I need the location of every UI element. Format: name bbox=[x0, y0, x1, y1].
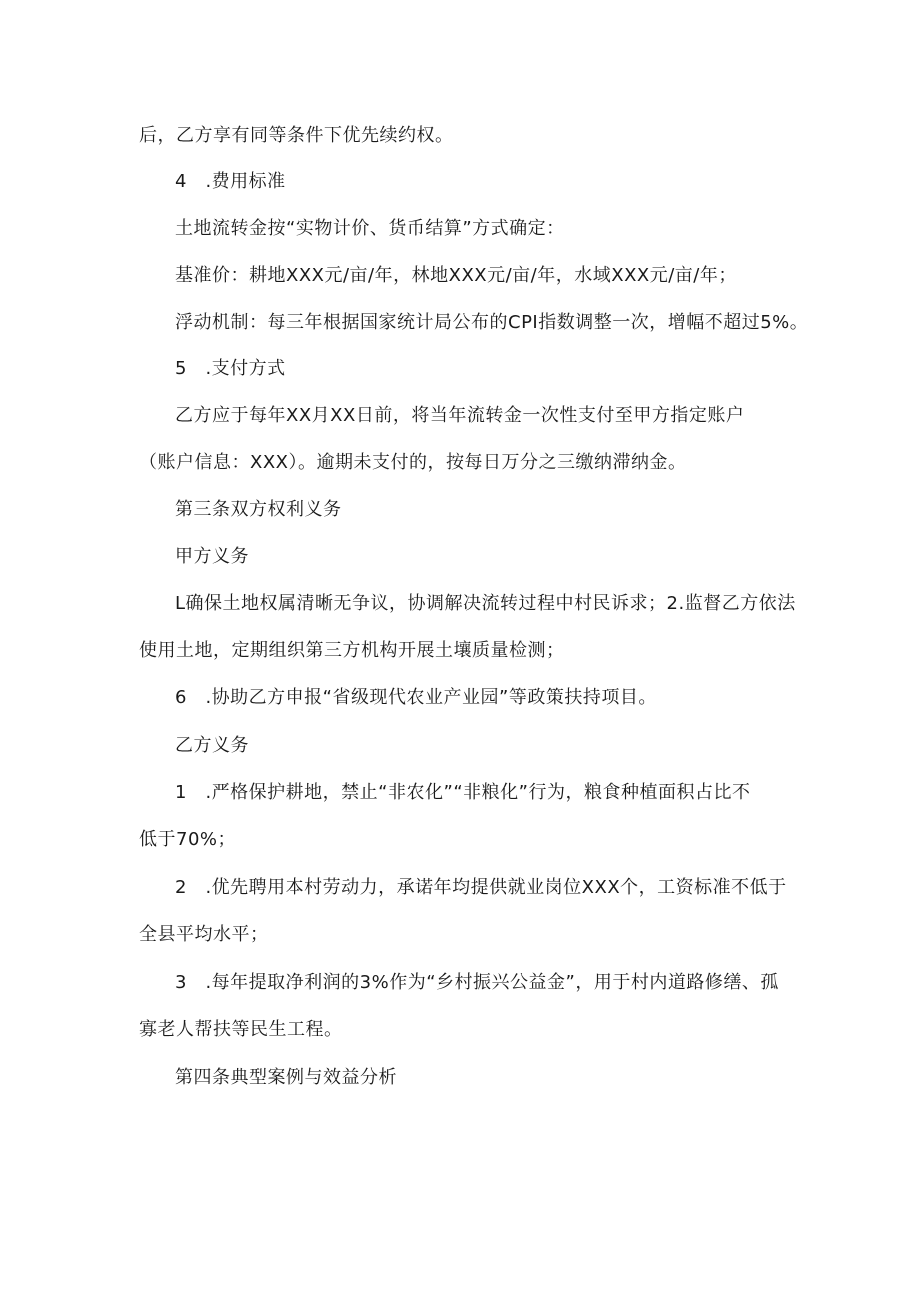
section-heading-fee-standard: 4 .费用标准 bbox=[175, 171, 286, 192]
paragraph-line-payment-deadline: 乙方应于每年XX月XX日前，将当年流转金一次性支付至甲方指定账户 bbox=[175, 405, 745, 426]
paragraph-line-account-info: （账户信息：XXX）。逾期未支付的，按每日万分之三缴纳滞纳金。 bbox=[139, 452, 687, 473]
paragraph-line-party-b-item3-cont: 寡老人帮扶等民生工程。 bbox=[139, 1019, 343, 1040]
subheading-party-a-obligations: 甲方义务 bbox=[175, 546, 249, 567]
paragraph-line-base-price: 基准价：耕地XXX元/亩/年，林地XXX元/亩/年，水域XXX元/亩/年； bbox=[175, 265, 737, 286]
paragraph-line-party-b-item1-cont: 低于70%； bbox=[139, 829, 237, 850]
paragraph-line-party-a-item6: 6 .协助乙方申报“省级现代农业产业园”等政策扶持项目。 bbox=[175, 687, 657, 708]
article-heading-rights-obligations: 第三条双方权利义务 bbox=[175, 499, 342, 520]
article-heading-case-analysis: 第四条典型案例与效益分析 bbox=[175, 1067, 397, 1088]
paragraph-line-party-b-item3: 3 .每年提取净利润的3%作为“乡村振兴公益金”，用于村内道路修缮、孤 bbox=[175, 972, 779, 993]
paragraph-line-renewal-right: 后，乙方享有同等条件下优先续约权。 bbox=[139, 125, 454, 146]
paragraph-line-party-b-item1: 1 .严格保护耕地，禁止“非农化”“非粮化”行为，粮食种植面积占比不 bbox=[175, 782, 751, 803]
section-heading-payment-method: 5 .支付方式 bbox=[175, 358, 286, 379]
paragraph-line-party-b-item2: 2 .优先聘用本村劳动力，承诺年均提供就业岗位XXX个，工资标准不低于 bbox=[175, 877, 787, 898]
paragraph-line-party-a-item2-cont: 使用土地，定期组织第三方机构开展土壤质量检测； bbox=[139, 640, 565, 661]
paragraph-line-pricing-method: 土地流转金按“实物计价、货币结算”方式确定： bbox=[175, 218, 565, 239]
paragraph-line-floating-mechanism: 浮动机制：每三年根据国家统计局公布的CPI指数调整一次，增幅不超过5%。 bbox=[175, 312, 809, 333]
subheading-party-b-obligations: 乙方义务 bbox=[175, 735, 249, 756]
paragraph-line-party-b-item2-cont: 全县平均水平； bbox=[139, 924, 269, 945]
paragraph-line-party-a-item1: L确保土地权属清晰无争议，协调解决流转过程中村民诉求；2.监督乙方依法 bbox=[175, 593, 796, 614]
